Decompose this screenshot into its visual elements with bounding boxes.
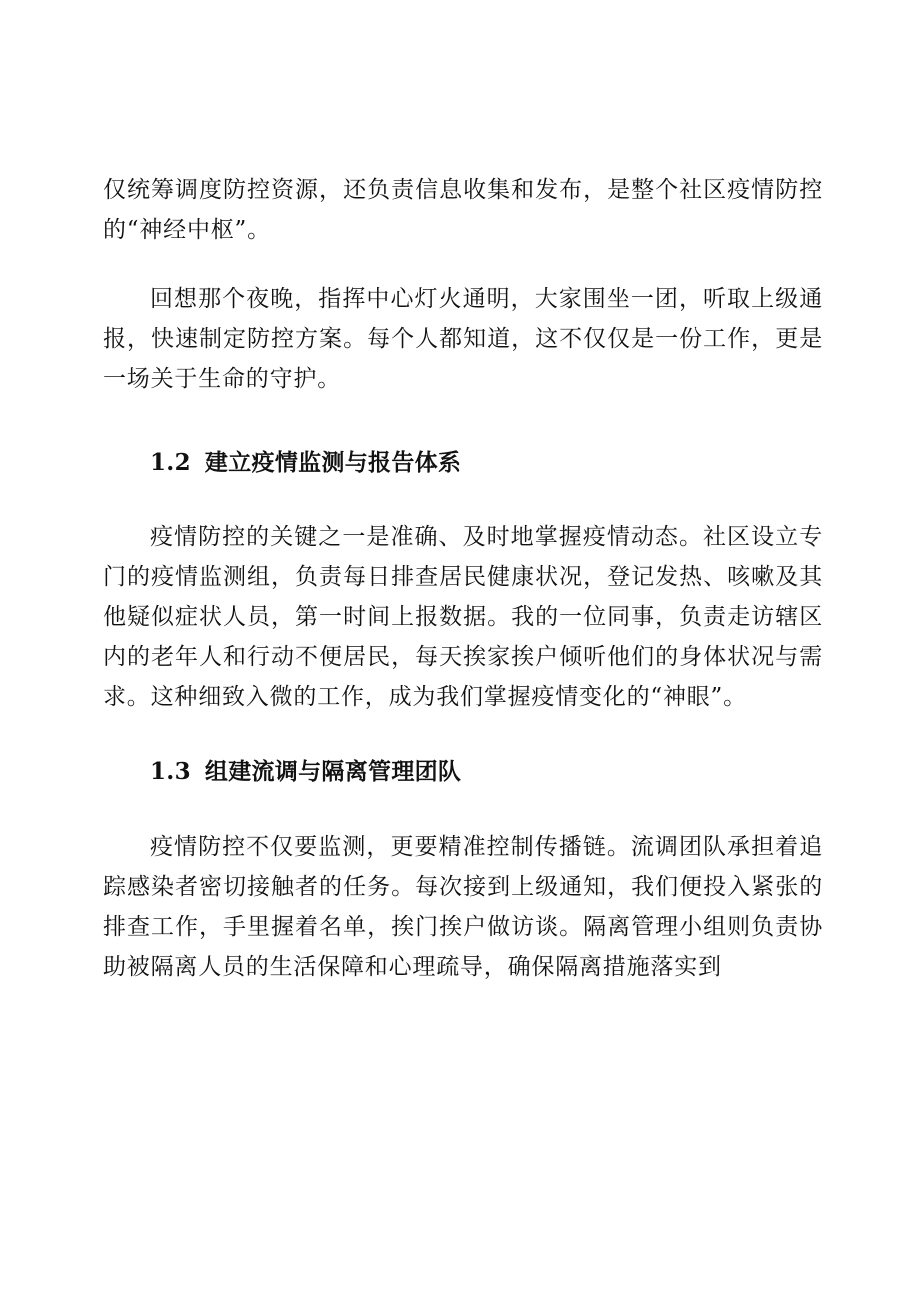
paragraph-tracing-isolation: 疫情防控不仅要监测，更要精准控制传播链。流调团队承担着追踪感染者密切接触者的任务。每次接到上级通知，我们便投入紧张的排查工作，手里握着名单，挨门挨户做访谈。隔离管理小组则负责协助被隔离人员的生活保障和心理疏导，确保隔离措施落实到 <box>103 834 823 980</box>
section-title: 建立疫情监测与报告体系 <box>204 450 462 476</box>
section-number: 1.2 <box>150 449 191 476</box>
document-body <box>103 170 823 987</box>
section-number: 1.3 <box>150 758 191 785</box>
paragraph-monitoring: 疫情防控的关键之一是准确、及时地掌握疫情动态。社区设立专门的疫情监测组，负责每日排查居民健康状况，登记发热、咳嗽及其他疑似症状人员，第一时间上报数据。我的一位同事，负责走访辖区内的老年人和行动不便居民，每天挨家挨户倾听他们的身体状况与需求。这种细致入微的工作，成为我们掌握疫情变化的“神眼”。 <box>103 524 823 710</box>
paragraph-command-center: 回想那个夜晚，指挥中心灯火通明，大家围坐一团，听取上级通报，快速制定防控方案。每个人都知道，这不仅仅是一份工作，更是一场关于生命的守护。 <box>103 286 823 392</box>
paragraph-continued: 仅统筹调度防控资源，还负责信息收集和发布，是整个社区疫情防控的“神经中枢”。 <box>103 177 823 243</box>
section-heading-1-3 <box>103 752 823 792</box>
section-title: 组建流调与隔离管理团队 <box>204 759 462 785</box>
section-heading-1-2 <box>103 443 823 483</box>
